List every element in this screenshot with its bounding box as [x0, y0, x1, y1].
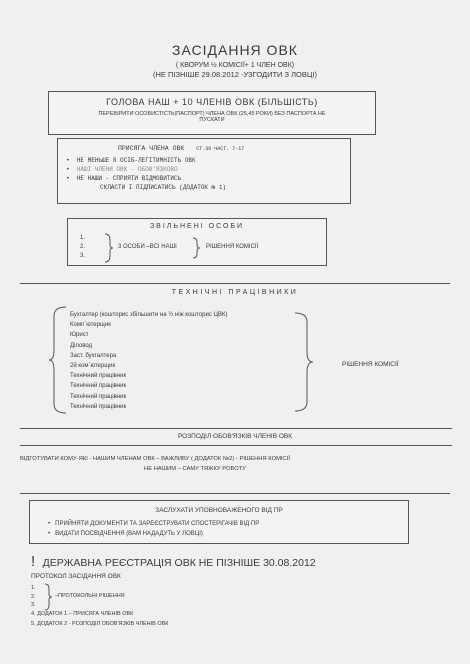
oath-item: • НЕ МЕНЬШЕ 8 ОСІБ-ЛЕГІТИМНІСТЬ ОВК — [66, 157, 196, 164]
dismissed-right: РІШЕННЯ КОМІСІЇ — [206, 244, 259, 250]
registration-heading — [31, 553, 316, 571]
authorized-box — [29, 500, 409, 544]
bullet-icon: • — [66, 166, 70, 173]
list-item: Технічний працівник — [70, 403, 127, 410]
header — [0, 42, 470, 79]
chair-title: ГОЛОВА НАШ + 10 ЧЛЕНІВ ОВК (БІЛЬШІСТЬ) — [106, 97, 318, 107]
oath-item: • НАШІ ЧЛЕНИ ОВК - ОБОВ'ЯЗКОВО — [66, 166, 178, 173]
oath-sign-line: СКЛАСТИ І ПІДПИСАТИСЬ (ДОДАТОК № 1) — [100, 184, 227, 191]
list-item: 2й ком`ютерщик — [70, 363, 116, 370]
list-item: • ВИДАТИ ПОСВІДЧЕННЯ (ВАМ НАДАДУТЬ У ЛОВЦІ) — [48, 531, 203, 537]
oath-box — [57, 138, 351, 204]
appendix-item: 4. ДОДАТОК 1 – ПРИСЯГА ЧЛЕНІВ ОВК — [31, 611, 134, 617]
technical-title: ТЕХНІЧНІ ПРАЦІВНИКИ — [171, 289, 299, 296]
technical-decision: РІШЕННЯ КОМІСІЇ — [342, 361, 399, 368]
dismissed-title: ЗВІЛЬНЕНІ ОСОБИ — [149, 223, 245, 230]
right-brace-icon — [104, 233, 114, 263]
list-item: Юрист — [70, 332, 89, 339]
protocol-decisions: –ПРОТОКОЛЬНІ РІШЕННЯ — [55, 593, 125, 599]
duties-line-2: НЕ НАШИМ – САМУ ТЯЖКУ РОБОТУ — [144, 466, 246, 472]
list-item: • ПРИЙНЯТИ ДОКУМЕНТИ ТА ЗАРЕЄСТРУВАТИ СПОСТЕРІГАЧІВ ВІД ПР — [48, 521, 260, 527]
list-item: Технічний працівник — [70, 383, 127, 390]
appendix-item: 5. ДОДАТОК 2 - РОЗПОДІЛ ОБОВ'ЯЗКІВ ЧЛЕНІВ ОВК — [31, 621, 169, 627]
right-brace-icon — [192, 237, 202, 259]
technical-list — [70, 310, 227, 412]
oath-list — [66, 156, 226, 192]
dismissed-middle: 3 ОСОБИ –ВСІ НАШІ — [118, 244, 177, 250]
authorized-list — [48, 519, 259, 539]
right-brace-icon — [44, 583, 54, 611]
chair-note-line-2: ПУСКАТИ — [199, 117, 225, 123]
duties-title: РОЗПОДІЛ ОБОВ'ЯЗКІВ ЧЛЕНІВ ОВК — [177, 433, 293, 440]
divider — [20, 283, 450, 284]
duties-line-1: ВІДГОТУВАТИ КОМУ-ЯКІ - НАШИМ ЧЛЕНАМ ОВК – ВАЖЛИВУ ( ДОДАТОК №2) - РІШЕННЯ КОМІСІЇ — [20, 456, 290, 462]
page-title: ЗАСІДАННЯ ОВК — [172, 42, 298, 58]
list-item: Комп`ютерщик — [70, 322, 111, 329]
list-item: Технічний працівник — [70, 393, 127, 400]
list-item: Технічний працівник — [70, 373, 127, 380]
oath-title: ПРИСЯГА ЧЛЕНА ОВК — [118, 145, 185, 152]
divider — [20, 445, 452, 446]
oath-item: • НЕ НАШИ - СПРИЯТИ ВІДМОВИТИСЬ — [66, 175, 182, 182]
oath-heading — [118, 145, 244, 152]
right-brace-icon — [294, 312, 314, 412]
protocol-numbers: 1. 2. 3. — [31, 585, 36, 608]
chair-box — [48, 91, 376, 135]
bullet-icon: • — [66, 157, 70, 164]
divider — [20, 493, 450, 494]
dismissed-numbers: 1. 2. 3. — [80, 235, 86, 259]
dismissed-box — [67, 218, 327, 266]
left-brace-icon — [48, 306, 68, 414]
list-item: Бухгалтер (кошторис збільшити на ½ ніж кошторис ЦВК) — [70, 312, 228, 318]
list-item: Діловод — [70, 342, 93, 349]
chair-note-line-1: ПЕРЕВІРИТИ ОСОБИСТІСТЬ(ПАСПОРТ) ЧЛЕНА ОВК (25,45 РОКИ) БЕЗ ПАСПОРТА НЕ — [98, 111, 326, 117]
list-item: Заст. бухгалтера — [70, 352, 117, 359]
divider — [20, 428, 452, 429]
quorum-note: ( КВОРУМ ½ КОМІСІЇ+ 1 ЧЛЕН ОВК) — [175, 62, 295, 69]
exclamation-icon: ! — [31, 553, 36, 570]
deadline-note: (НЕ ПІЗНІШЕ 29.08.2012 -УЗГОДИТИ З ЛОВЦІ) — [152, 70, 318, 79]
oath-article: СТ.36 ЧАСТ. 7-17 — [196, 146, 245, 152]
authorized-title: ЗАСЛУХАТИ УПОВНОВАЖЕНОГО ВІД ПР — [155, 507, 283, 514]
bullet-icon: • — [66, 175, 70, 182]
bullet-icon: • — [48, 521, 51, 527]
registration-title: ДЕРЖАВНА РЕЄСТРАЦІЯ ОВК НЕ ПІЗНІШЕ 30.08.2012 — [42, 557, 316, 569]
protocol-label: ПРОТОКОЛ ЗАСІДАННЯ ОВК — [31, 573, 121, 580]
bullet-icon: • — [48, 531, 51, 537]
